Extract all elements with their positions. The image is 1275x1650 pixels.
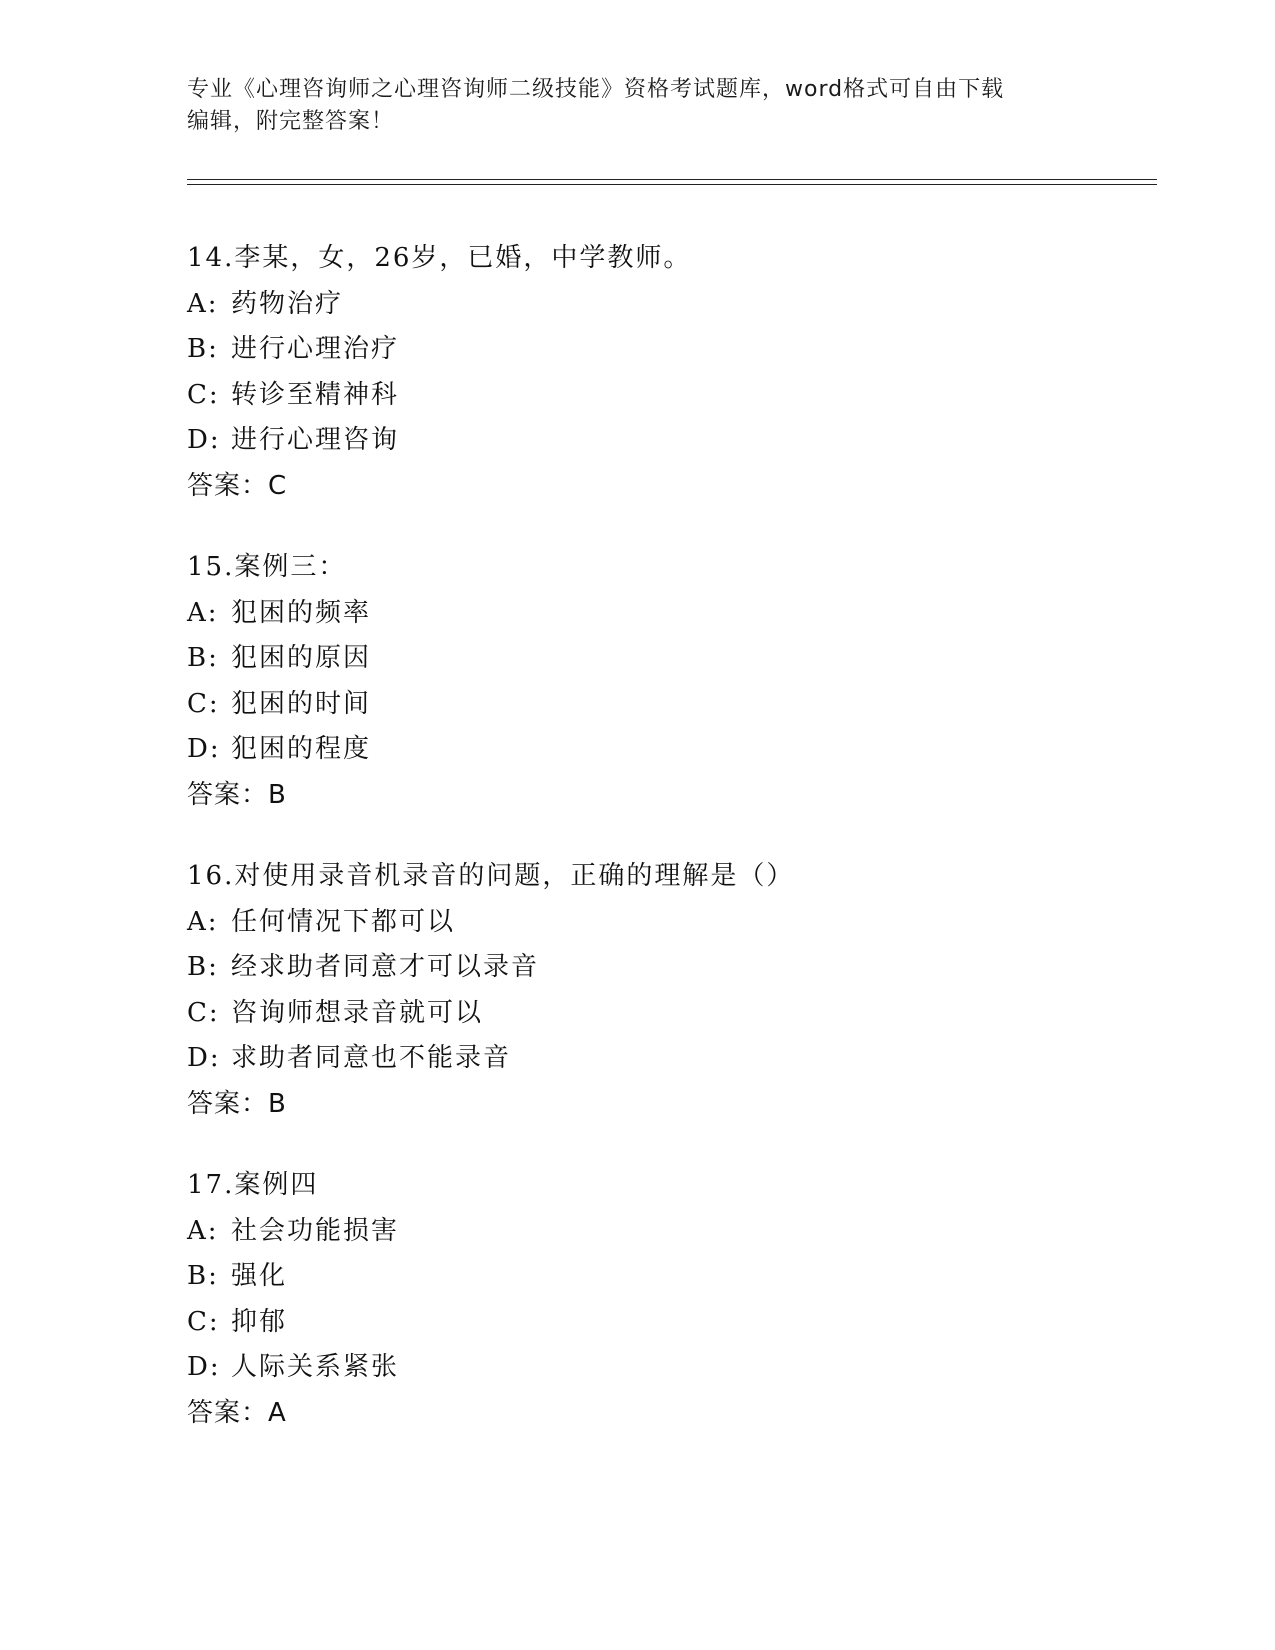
header-line-2: 编辑，附完整答案！ xyxy=(187,109,395,134)
option-c xyxy=(187,682,1167,728)
option-letter: D: xyxy=(187,1043,221,1073)
option-text: 任何情况下都可以 xyxy=(231,906,456,937)
document-header xyxy=(187,74,1067,138)
option-letter: D: xyxy=(187,734,221,764)
option-b xyxy=(187,945,1167,991)
option-letter: D: xyxy=(187,425,221,455)
option-a xyxy=(187,591,1167,637)
question-stem: 16.对使用录音机录音的问题，正确的理解是（） xyxy=(187,861,795,891)
question-stem: 17.案例四 xyxy=(187,1170,319,1200)
option-text: 药物治疗 xyxy=(231,288,344,319)
question-15 xyxy=(187,545,1167,818)
question-17 xyxy=(187,1163,1167,1436)
option-text: 转诊至精神科 xyxy=(231,379,400,410)
question-list xyxy=(187,236,1167,1472)
option-text: 犯困的时间 xyxy=(231,688,372,719)
option-text: 抑郁 xyxy=(231,1306,288,1337)
option-b xyxy=(187,636,1167,682)
option-a xyxy=(187,282,1167,328)
option-letter: C: xyxy=(187,688,220,719)
header-divider-top xyxy=(187,179,1157,180)
option-text: 社会功能损害 xyxy=(231,1215,400,1246)
option-d xyxy=(187,727,1167,773)
question-14 xyxy=(187,236,1167,509)
option-b xyxy=(187,1254,1167,1300)
option-d xyxy=(187,418,1167,464)
option-letter: B: xyxy=(187,952,219,982)
answer-line: 答案：A xyxy=(187,1397,287,1428)
option-letter: A: xyxy=(187,1215,219,1246)
header-divider-bottom xyxy=(187,184,1157,185)
option-a xyxy=(187,900,1167,946)
option-text: 人际关系紧张 xyxy=(231,1352,400,1382)
option-c xyxy=(187,991,1167,1037)
option-letter: C: xyxy=(187,1306,220,1337)
option-letter: A: xyxy=(187,906,219,937)
option-letter: B: xyxy=(187,1261,219,1291)
option-b xyxy=(187,327,1167,373)
option-letter: B: xyxy=(187,643,219,673)
answer-line: 答案：B xyxy=(187,779,287,810)
option-c xyxy=(187,1300,1167,1346)
option-letter: A: xyxy=(187,597,219,628)
header-line-1: 专业《心理咨询师之心理咨询师二级技能》资格考试题库，word格式可自由下载 xyxy=(187,77,1005,102)
option-text: 求助者同意也不能录音 xyxy=(231,1043,512,1073)
option-letter: C: xyxy=(187,379,220,410)
question-16 xyxy=(187,854,1167,1127)
option-text: 犯困的程度 xyxy=(231,734,372,764)
option-letter: B: xyxy=(187,334,219,364)
option-c xyxy=(187,373,1167,419)
option-text: 犯困的频率 xyxy=(231,597,372,628)
option-text: 进行心理治疗 xyxy=(231,334,400,364)
option-text: 强化 xyxy=(231,1261,288,1291)
option-letter: C: xyxy=(187,997,220,1028)
option-text: 咨询师想录音就可以 xyxy=(231,997,484,1028)
answer-line: 答案：C xyxy=(187,470,288,501)
option-text: 进行心理咨询 xyxy=(231,425,400,455)
option-d xyxy=(187,1036,1167,1082)
option-text: 经求助者同意才可以录音 xyxy=(231,952,540,982)
answer-line: 答案：B xyxy=(187,1088,287,1119)
option-letter: D: xyxy=(187,1352,221,1382)
option-a xyxy=(187,1209,1167,1255)
question-stem: 14.李某，女，26岁，已婚，中学教师。 xyxy=(187,243,692,273)
option-d xyxy=(187,1345,1167,1391)
option-letter: A: xyxy=(187,288,219,319)
option-text: 犯困的原因 xyxy=(231,643,372,673)
question-stem: 15.案例三： xyxy=(187,552,347,582)
